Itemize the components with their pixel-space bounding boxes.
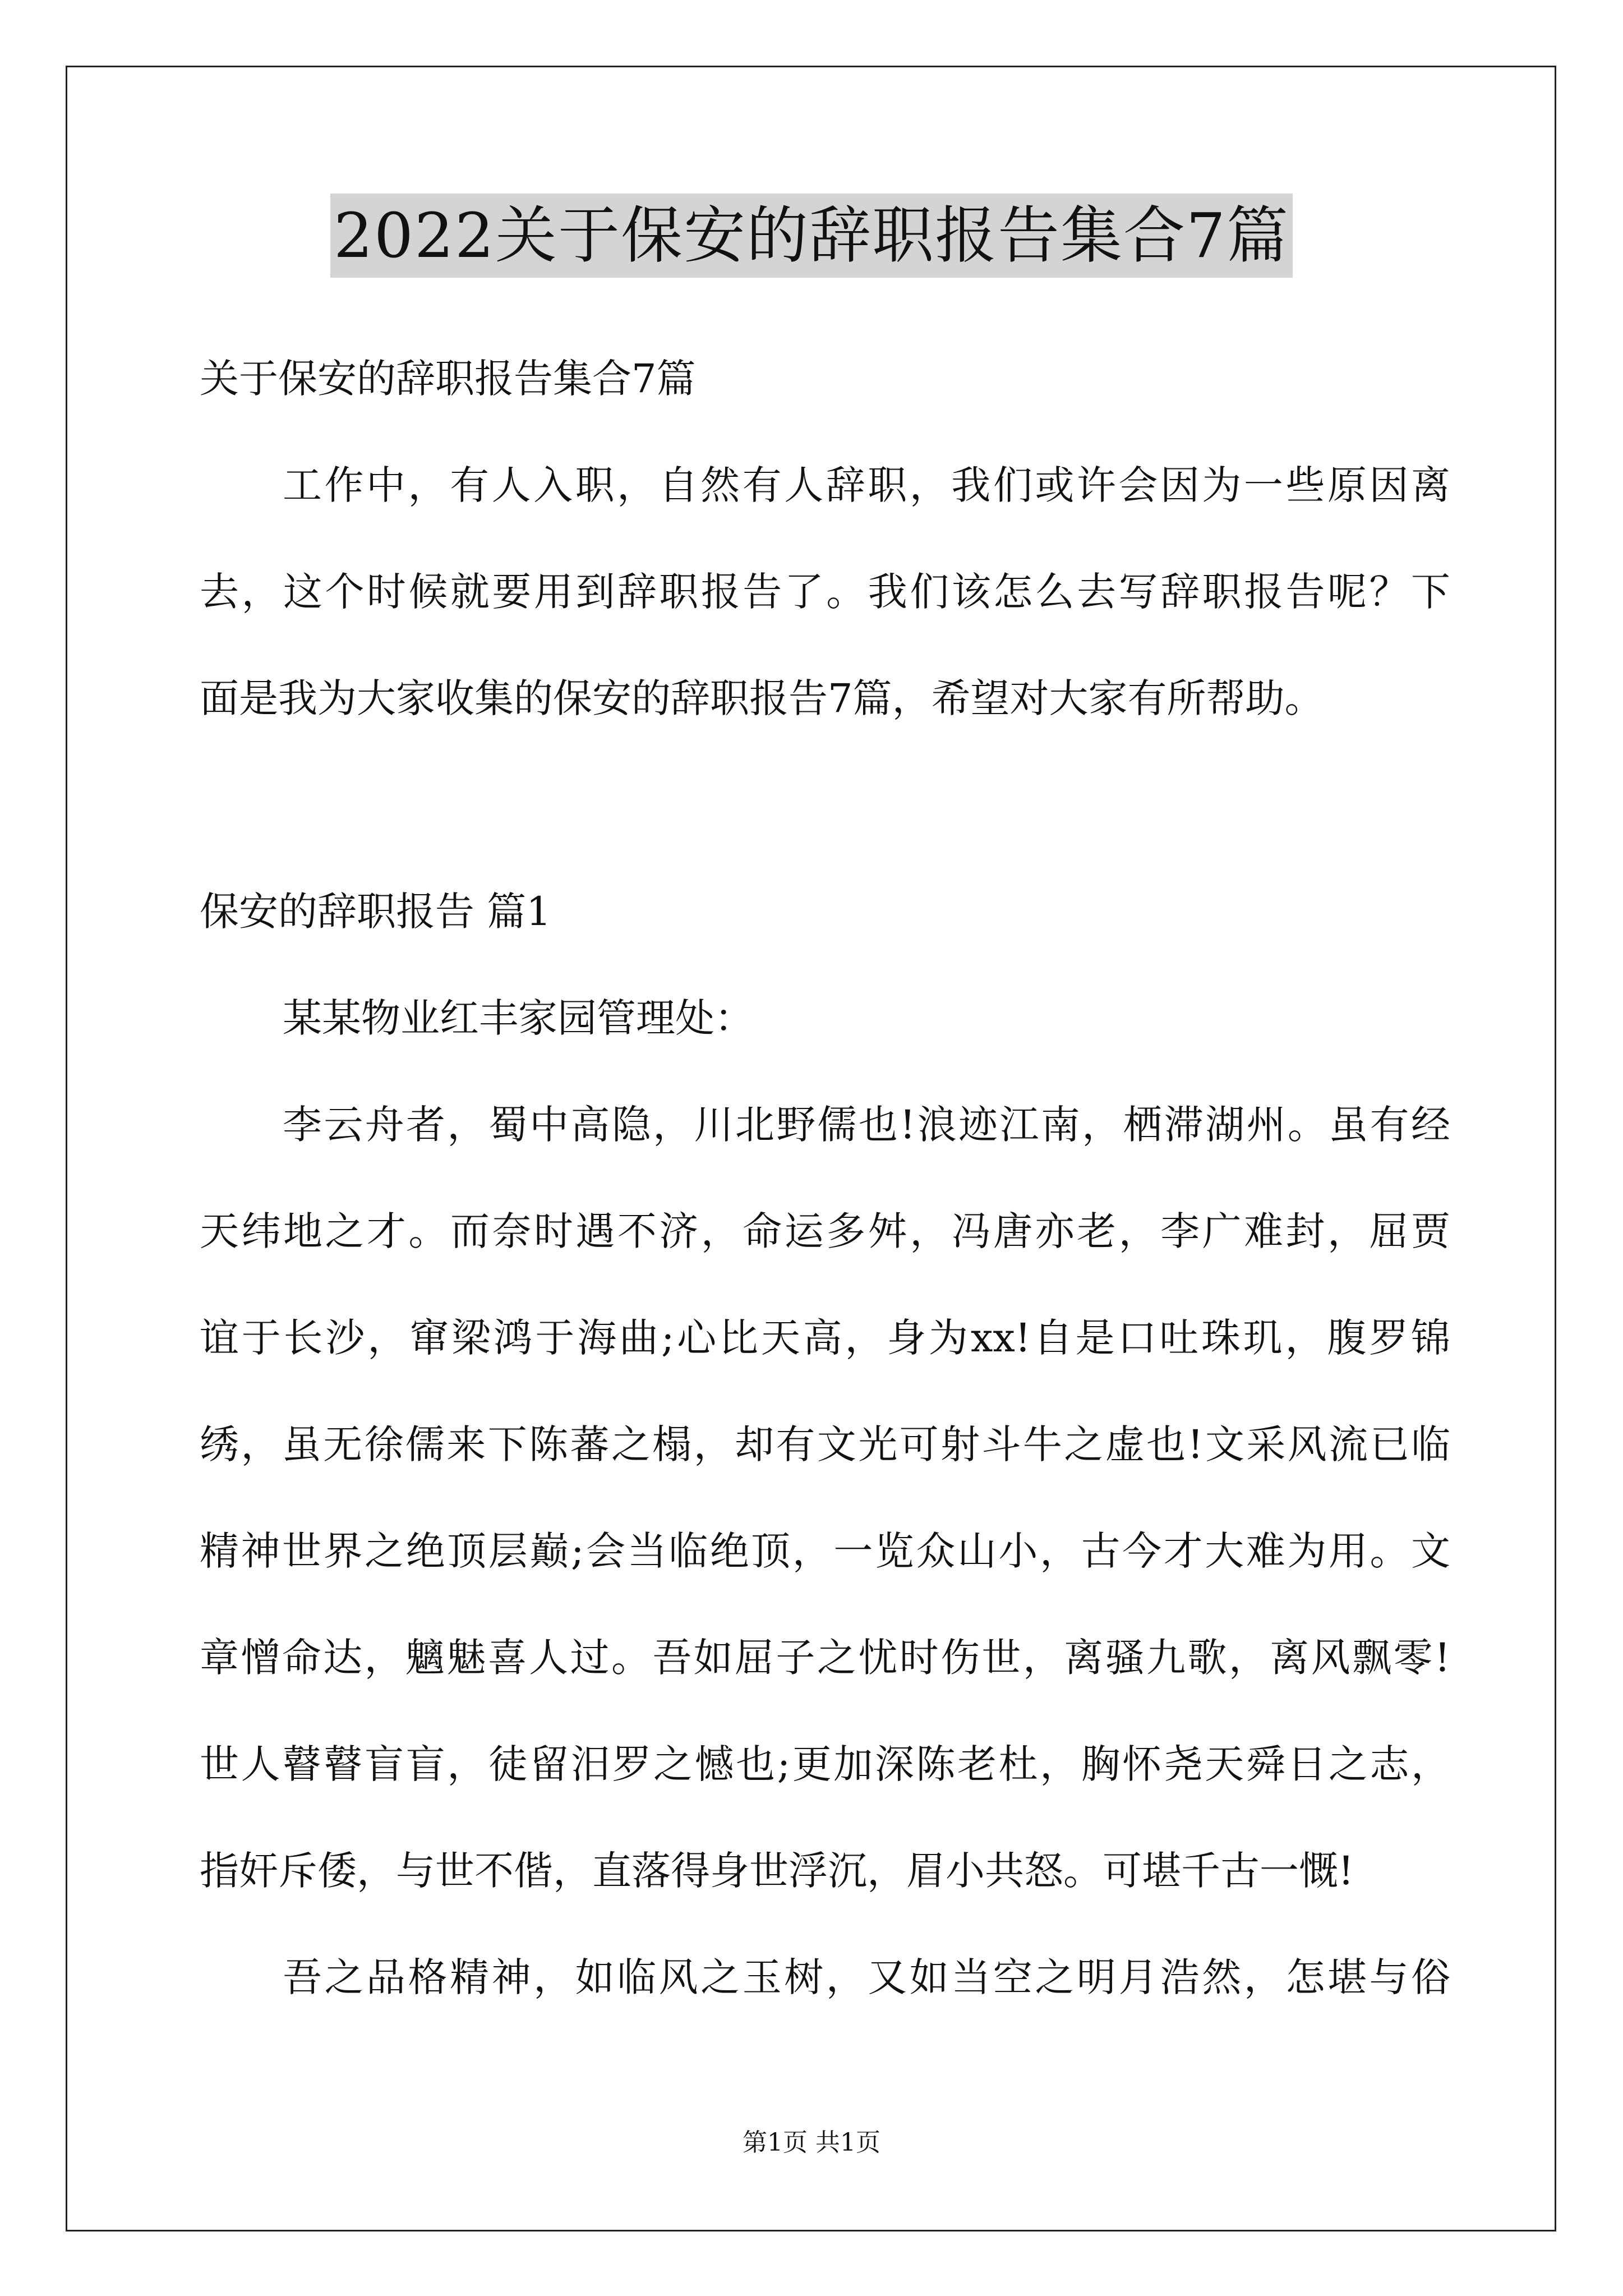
- paragraph-line: 世人瞽瞽盲盲，徒留汨罗之憾也;更加深陈老杜，胸怀尧天舜日之志，: [200, 1741, 1450, 1787]
- paragraph-line: 绣，虽无徐儒来下陈蕃之榻，却有文光可射斗牛之虚也!文采风流已临: [200, 1421, 1450, 1467]
- intro-line: 面是我为大家收集的保安的辞职报告7篇，希望对大家有所帮助。: [200, 675, 1324, 721]
- section-heading: 保安的辞职报告 篇1: [200, 889, 551, 935]
- paragraph-line: 天纬地之才。而奈时遇不济，命运多舛，冯唐亦老，李广难封，屈贾: [200, 1208, 1450, 1254]
- document-title: 2022关于保安的辞职报告集合7篇: [330, 194, 1293, 278]
- paragraph-line: 吾之品格精神，如临风之玉树，又如当空之明月浩然，怎堪与俗: [283, 1954, 1450, 2000]
- intro-line: 去，这个时候就要用到辞职报告了。我们该怎么去写辞职报告呢？下: [200, 569, 1450, 615]
- paragraph-line: 谊于长沙，窜梁鸿于海曲;心比天高，身为xx!自是口吐珠玑，腹罗锦: [200, 1315, 1450, 1361]
- title-area: [0, 194, 1623, 278]
- page-footer: 第1页 共1页: [743, 2128, 880, 2157]
- paragraph-line: 精神世界之绝顶层巅;会当临绝顶，一览众山小，古今才大难为用。文: [200, 1528, 1450, 1574]
- paragraph-line: 章憎命达，魑魅喜人过。吾如屈子之忧时伤世，离骚九歌，离风飘零!: [200, 1635, 1450, 1681]
- subtitle: 关于保安的辞职报告集合7篇: [200, 356, 696, 402]
- salutation: 某某物业红丰家园管理处：: [283, 995, 754, 1041]
- paragraph-line: 指奸斥倭，与世不偕，直落得身世浮沉，眉小共怒。可堪千古一慨!: [200, 1848, 1354, 1894]
- paragraph-line: 李云舟者，蜀中高隐，川北野儒也!浪迹江南，栖滞湖州。虽有经: [283, 1102, 1450, 1148]
- intro-line: 工作中，有人入职，自然有人辞职，我们或许会因为一些原因离: [283, 462, 1450, 508]
